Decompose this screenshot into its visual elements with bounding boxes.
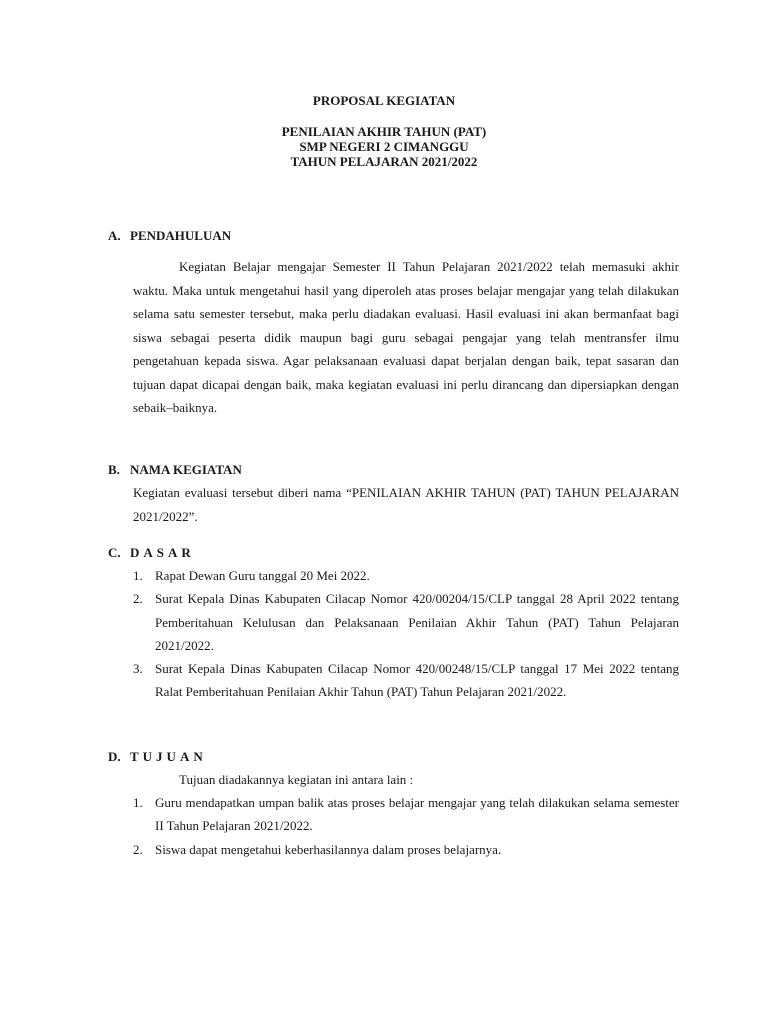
dasar-list bbox=[133, 564, 679, 704]
list-item bbox=[133, 657, 679, 704]
list-text: Guru mendapatkan umpan balik atas proses belajar mengajar yang telah dilakukan selama semester II Tahun Pelajaran 2021/2022. bbox=[155, 795, 679, 834]
section-title: PENDAHULUAN bbox=[130, 228, 232, 243]
list-item bbox=[133, 564, 679, 587]
list-text: Siswa dapat mengetahui keberhasilannya dalam proses belajarnya. bbox=[155, 841, 502, 857]
section-heading-dasar bbox=[108, 545, 195, 561]
section-title: TUJUAN bbox=[130, 749, 207, 764]
list-number: 2. bbox=[133, 591, 143, 607]
section-heading-tujuan bbox=[108, 749, 207, 765]
list-item bbox=[133, 791, 679, 838]
section-heading-pendahuluan bbox=[108, 228, 231, 244]
section-letter: B. bbox=[108, 462, 120, 477]
section-letter: C. bbox=[108, 545, 121, 560]
section-letter: A. bbox=[108, 228, 121, 243]
section-title: NAMA KEGIATAN bbox=[130, 462, 242, 477]
pendahuluan-paragraph: Kegiatan Belajar mengajar Semester II Tahun Pelajaran 2021/2022 telah memasuki akhir waktu. Maka untuk mengetahui hasil yang diperoleh atas proses belajar mengajar yang telah dilakukan selama satu semester tersebut, maka perlu diadakan evaluasi. Hasil evaluasi ini akan bermanfaat bagi siswa sebagai peserta didik maupun bagi guru sebagai pengajar yang telah mentransfer ilmu pengetahuan kepada siswa. Agar pelaksanaan evaluasi dapat berjalan dengan baik, tepat sasaran dan tujuan dapat dicapai dengan baik, maka kegiatan evaluasi ini perlu dirancang dan dipersiapkan dengan sebaik–baiknya. bbox=[133, 259, 679, 415]
nama-kegiatan-paragraph: Kegiatan evaluasi tersebut diberi nama “PENILAIAN AKHIR TAHUN (PAT) TAHUN PELAJARAN 2021/2022”. bbox=[133, 485, 679, 524]
subtitle-line: SMP NEGERI 2 CIMANGGU bbox=[299, 139, 469, 154]
list-text: Surat Kepala Dinas Kabupaten Cilacap Nomor 420/00204/15/CLP tanggal 28 April 2022 tentang Pemberitahuan Kelulusan dan Pelaksanaan Penilaian Akhir Tahun (PAT) Tahun Pelajaran 2021/2022. bbox=[155, 591, 679, 653]
section-title: DASAR bbox=[130, 545, 195, 560]
list-number: 1. bbox=[133, 568, 143, 583]
list-number: 3. bbox=[133, 661, 143, 677]
tujuan-intro: Tujuan diadakannya kegiatan ini antara lain : bbox=[179, 772, 414, 787]
list-number: 1. bbox=[133, 795, 143, 810]
tujuan-list bbox=[133, 791, 679, 861]
document-subtitle bbox=[0, 124, 768, 169]
subtitle-line: TAHUN PELAJARAN 2021/2022 bbox=[290, 154, 478, 169]
subtitle-line: PENILAIAN AKHIR TAHUN (PAT) bbox=[281, 124, 487, 139]
list-text: Surat Kepala Dinas Kabupaten Cilacap Nomor 420/00248/15/CLP tanggal 17 Mei 2022 tentang Ralat Pemberitahuan Penilaian Akhir Tahun (PAT) Tahun Pelajaran 2021/2022. bbox=[155, 661, 679, 700]
section-heading-nama-kegiatan bbox=[108, 462, 242, 478]
section-letter: D. bbox=[108, 749, 121, 764]
document-title: PROPOSAL KEGIATAN bbox=[312, 93, 456, 108]
list-item bbox=[133, 587, 679, 657]
list-text: Rapat Dewan Guru tanggal 20 Mei 2022. bbox=[155, 568, 370, 583]
list-item bbox=[133, 838, 679, 861]
list-number: 2. bbox=[133, 841, 143, 857]
